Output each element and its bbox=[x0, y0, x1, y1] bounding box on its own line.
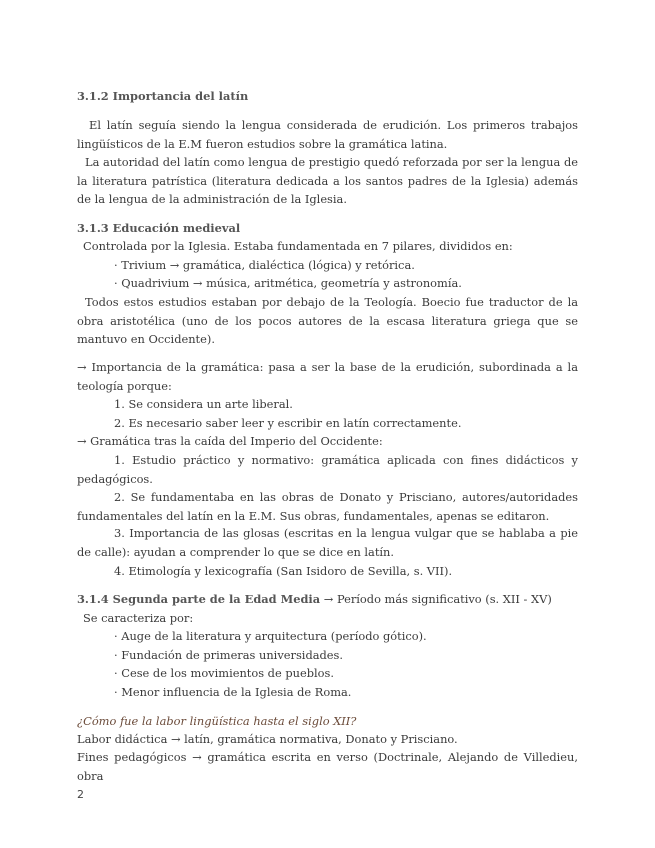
section-heading-3-1-2: 3.1.2 Importancia del latín bbox=[77, 89, 249, 103]
section-heading-3-1-4: 3.1.4 Segunda parte de la Edad Media bbox=[77, 592, 321, 606]
paragraph-caida-imperio: → Gramática tras la caída del Imperio del Occidente: bbox=[77, 434, 383, 448]
paragraph-controlada: Controlada por la Iglesia. Estaba fundamentada en 7 pilares, divididos en: bbox=[83, 239, 513, 253]
paragraph-importancia-gramatica: → Importancia de la gramática: pasa a ser la base de la erudición, subordinada a la teología porque: bbox=[77, 360, 578, 393]
paragraph-latin-erudicion: El latín seguía siendo la lengua considerada de erudición. Los primeros trabajos lingüísticos de la E.M fueron estudios sobre la gramática latina. bbox=[77, 118, 578, 151]
paragraph-labor-didactica: Labor didáctica → latín, gramática normativa, Donato y Prisciano. bbox=[77, 732, 458, 746]
paragraph-latin-autoridad: La autoridad del latín como lengua de prestigio quedó reforzada por ser la lengua de la literatura patrística (literatura dedicada a los santos padres de la Iglesia) además de la lengua de la administración de la Iglesia. bbox=[77, 155, 578, 206]
list-item-etimologia: 4. Etimología y lexicografía (San Isidoro de Sevilla, s. VII). bbox=[114, 564, 453, 578]
list-item-universidades: · Fundación de primeras universidades. bbox=[114, 648, 344, 662]
list-item-estudio-practico: 1. Estudio práctico y normativo: gramática aplicada con fines didácticos y pedagógicos. bbox=[77, 453, 578, 486]
list-item-donato-prisciano: 2. Se fundamentaba en las obras de Donato y Prisciano, autores/autoridades fundamentales del latín en la E.M. Sus obras, fundamentales, apenas se editaron. bbox=[77, 490, 578, 523]
list-item-cese-movimientos: · Cese de los movimientos de pueblos. bbox=[114, 666, 334, 680]
list-item-iglesia-roma: · Menor influencia de la Iglesia de Roma. bbox=[114, 685, 352, 699]
paragraph-se-caracteriza: Se caracteriza por: bbox=[83, 611, 194, 625]
list-item-leer-escribir: 2. Es necesario saber leer y escribir en latín correctamente. bbox=[114, 416, 462, 430]
paragraph-fines-pedagogicos: Fines pedagógicos → gramática escrita en verso (Doctrinale, Alejando de Villedieu, obra bbox=[77, 750, 578, 783]
list-item-auge: · Auge de la literatura y arquitectura (período gótico). bbox=[114, 629, 427, 643]
list-item-arte-liberal: 1. Se considera un arte liberal. bbox=[114, 397, 293, 411]
section-heading-3-1-4-line bbox=[77, 590, 552, 609]
list-item-glosas: 3. Importancia de las glosas (escritas en la lengua vulgar que se hablaba a pie de calle): ayudan a comprender lo que se dice en latín. bbox=[77, 526, 578, 559]
paragraph-teologia: Todos estos estudios estaban por debajo de la Teología. Boecio fue traductor de la obra aristotélica (uno de los pocos autores de la escasa literatura griega que se mantuvo en Occidente). bbox=[77, 295, 578, 346]
section-heading-period: → Período más significativo (s. XII - XV) bbox=[320, 592, 552, 606]
question-heading: ¿Cómo fue la labor lingüística hasta el siglo XII? bbox=[77, 714, 357, 728]
list-item-trivium: · Trivium → gramática, dialéctica (lógica) y retórica. bbox=[114, 258, 415, 272]
section-heading-3-1-3: 3.1.3 Educación medieval bbox=[77, 221, 241, 235]
list-item-quadrivium: · Quadrivium → música, aritmética, geometría y astronomía. bbox=[114, 276, 462, 290]
page-number: 2 bbox=[77, 788, 84, 801]
